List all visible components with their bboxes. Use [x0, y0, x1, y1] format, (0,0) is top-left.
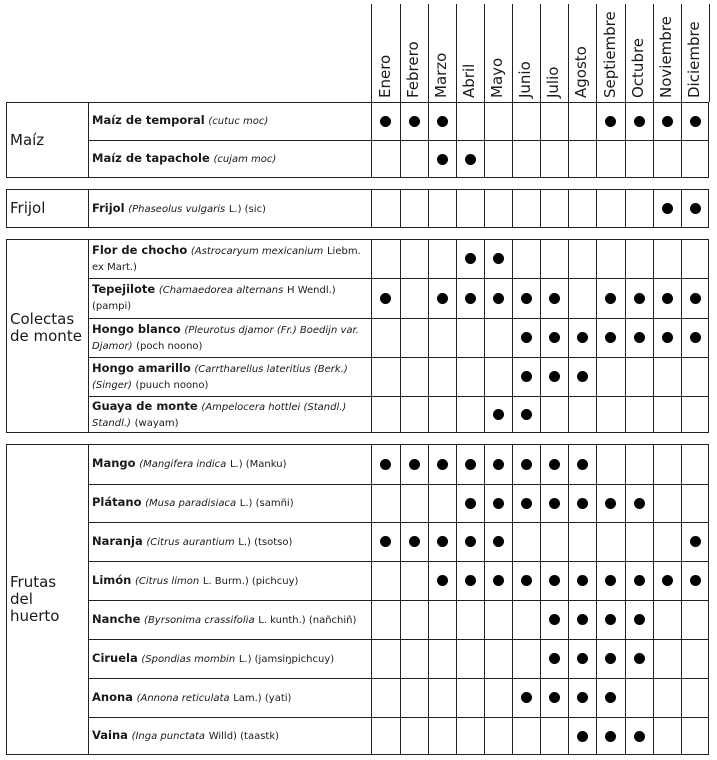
month-label: Noviembre: [657, 16, 675, 98]
availability-dot: [577, 653, 588, 664]
month-label: Octubre: [629, 37, 647, 98]
column-divider: [568, 239, 569, 433]
column-divider: [371, 189, 372, 228]
header-divider: [484, 4, 485, 102]
row-divider: [88, 278, 709, 279]
item-scientific-name: (Musa paradisiaca: [145, 498, 237, 509]
availability-dot: [465, 253, 476, 264]
availability-dot: [521, 692, 532, 703]
availability-dot: [605, 692, 616, 703]
column-divider: [400, 189, 401, 228]
column-divider: [681, 239, 682, 433]
availability-dot: [465, 498, 476, 509]
item-scientific-name: (cujam moc): [213, 154, 277, 165]
item-local-name: H Wendl.) (pampi): [92, 285, 336, 312]
item-scientific-name: (Mangifera indica: [139, 459, 227, 470]
item-label: [92, 495, 367, 511]
month-label: Septiembre: [600, 11, 619, 98]
header-divider: [653, 4, 654, 102]
row-divider: [88, 561, 709, 562]
item-scientific-name: (Astrocaryum mexicanium: [190, 245, 324, 257]
availability-dot: [577, 692, 588, 703]
availability-dot: [662, 293, 673, 304]
item-local-name: L.) (tsotso): [238, 536, 293, 548]
availability-dot: [493, 253, 504, 264]
item-label: [92, 456, 367, 472]
item-scientific-name: (Citrus limon: [135, 575, 200, 587]
header-divider: [456, 4, 457, 102]
item-name: Nanche: [92, 611, 141, 626]
item-scientific-name: (Pleurotus djamor (Fr.) Boedijn var. Djamor): [92, 324, 359, 352]
availability-dot: [690, 116, 701, 127]
item-name: Frijol: [92, 200, 125, 215]
column-divider: [653, 189, 654, 228]
item-scientific-name: (Carrtharellus lateritius (Berk.) (Singer): [92, 363, 348, 391]
item-label: [92, 399, 367, 431]
header-divider: [596, 4, 597, 102]
month-label: Abril: [460, 63, 478, 98]
item-name: Hongo blanco: [92, 321, 181, 336]
item-label: [92, 113, 367, 129]
column-divider: [596, 189, 597, 228]
column-divider: [400, 239, 401, 433]
column-divider: [456, 189, 457, 228]
column-divider: [596, 239, 597, 433]
category-label: Frutas del huerto: [10, 573, 60, 625]
column-divider: [625, 189, 626, 228]
availability-dot: [465, 459, 476, 470]
availability-dot: [409, 536, 420, 547]
availability-dot: [662, 575, 673, 586]
availability-dot: [577, 498, 588, 509]
availability-dot: [380, 459, 391, 470]
item-name: Naranja: [92, 533, 143, 548]
row-divider: [88, 140, 709, 141]
availability-dot: [549, 614, 560, 625]
column-divider: [540, 239, 541, 433]
item-label: [92, 690, 367, 706]
item-name: Limón: [92, 572, 132, 587]
availability-dot: [437, 575, 448, 586]
header-divider: [681, 4, 682, 102]
item-label: [92, 728, 367, 744]
availability-dot: [493, 293, 504, 304]
availability-dot: [577, 614, 588, 625]
item-local-name: (poch noono): [136, 340, 203, 352]
item-local-name: L.) (samñi): [239, 498, 294, 509]
item-label: [92, 201, 367, 217]
row-divider: [88, 396, 709, 397]
column-divider: [568, 189, 569, 228]
availability-dot: [634, 498, 645, 509]
availability-dot: [521, 371, 532, 382]
column-divider: [681, 189, 682, 228]
column-divider: [88, 189, 89, 228]
availability-dot: [493, 536, 504, 547]
item-name: Anona: [92, 689, 133, 704]
availability-dot: [493, 409, 504, 420]
item-name: Vaina: [92, 728, 128, 742]
availability-dot: [521, 575, 532, 586]
month-label: Mayo: [488, 57, 506, 98]
availability-dot: [634, 575, 645, 586]
row-divider: [88, 357, 709, 358]
availability-dot: [605, 614, 616, 625]
availability-dot: [605, 653, 616, 664]
item-label: [92, 151, 367, 167]
availability-dot: [662, 203, 673, 214]
item-name: Hongo amarillo: [92, 360, 191, 375]
availability-dot: [465, 154, 476, 165]
header-divider: [428, 4, 429, 102]
column-divider: [371, 239, 372, 433]
availability-dot: [605, 575, 616, 586]
row-divider: [88, 639, 709, 640]
availability-dot: [380, 536, 391, 547]
availability-dot: [493, 498, 504, 509]
availability-dot: [690, 293, 701, 304]
item-scientific-name: (Ampelocera hottlei (Standl.) Standl.): [92, 401, 347, 429]
availability-dot: [521, 409, 532, 420]
column-divider: [625, 239, 626, 433]
column-divider: [512, 189, 513, 228]
item-name: Tepejilote: [92, 282, 156, 296]
availability-dot: [521, 498, 532, 509]
item-name: Flor de chocho: [92, 242, 188, 257]
row-divider: [88, 522, 709, 523]
category-label: Maíz: [10, 130, 45, 149]
availability-dot: [437, 459, 448, 470]
header-divider: [625, 4, 626, 102]
availability-dot: [549, 459, 560, 470]
item-scientific-name: (Inga punctata: [131, 731, 206, 742]
availability-dot: [605, 116, 616, 127]
month-label: Marzo: [432, 52, 450, 98]
availability-dot: [549, 293, 560, 304]
availability-dot: [634, 614, 645, 625]
availability-dot: [549, 498, 560, 509]
availability-dot: [577, 332, 588, 343]
column-divider: [484, 189, 485, 228]
availability-dot: [521, 332, 532, 343]
availability-dot: [634, 332, 645, 343]
availability-dot: [577, 459, 588, 470]
row-divider: [88, 600, 709, 601]
header-divider: [512, 4, 513, 102]
availability-dot: [690, 536, 701, 547]
category-label: Colectas de monte: [10, 309, 82, 345]
item-local-name: Willd) (taastk): [208, 731, 280, 742]
availability-dot: [493, 459, 504, 470]
item-scientific-name: (Citrus aurantium: [146, 536, 235, 548]
availability-dot: [437, 293, 448, 304]
item-label: [92, 651, 367, 667]
item-label: [92, 243, 367, 275]
availability-dot: [605, 332, 616, 343]
availability-dot: [577, 731, 588, 742]
item-local-name: L.) (sic): [228, 203, 266, 215]
month-label: Febrero: [404, 41, 422, 98]
availability-dot: [465, 293, 476, 304]
column-divider: [428, 189, 429, 228]
item-local-name: Lam.) (yati): [233, 692, 292, 704]
column-divider: [540, 189, 541, 228]
column-divider: [428, 239, 429, 433]
availability-dot: [437, 154, 448, 165]
column-divider: [456, 239, 457, 433]
availability-dot: [380, 293, 391, 304]
availability-dot: [549, 371, 560, 382]
item-local-name: L. Burm.) (pichcuy): [202, 575, 299, 587]
availability-dot: [662, 116, 673, 127]
month-label: Julio: [544, 66, 562, 98]
item-scientific-name: (Chamaedorea alternans: [158, 285, 284, 296]
availability-dot: [437, 116, 448, 127]
row-divider: [88, 678, 709, 679]
item-scientific-name: (Byrsonima crassifolia: [144, 614, 255, 626]
header-divider: [568, 4, 569, 102]
category-label: Frijol: [10, 199, 46, 217]
column-divider: [512, 239, 513, 433]
item-local-name: L.) (Manku): [229, 459, 287, 470]
availability-dot: [437, 536, 448, 547]
availability-dot: [409, 116, 420, 127]
availability-dot: [549, 332, 560, 343]
month-label: Junio: [516, 61, 534, 98]
item-label: [92, 573, 367, 589]
availability-dot: [577, 371, 588, 382]
availability-dot: [521, 293, 532, 304]
item-local-name: L. kunth.) (nañchiñ): [258, 614, 357, 626]
availability-dot: [662, 332, 673, 343]
item-label: [92, 282, 367, 314]
header-divider: [400, 4, 401, 102]
availability-dot: [634, 116, 645, 127]
item-name: Mango: [92, 456, 136, 470]
availability-dot: [690, 332, 701, 343]
item-label: [92, 612, 367, 628]
item-name: Ciruela: [92, 650, 138, 665]
item-scientific-name: (Phaseolus vulgaris: [128, 203, 226, 215]
header-divider: [540, 4, 541, 102]
availability-dot: [605, 498, 616, 509]
row-divider: [88, 318, 709, 319]
availability-dot: [690, 203, 701, 214]
item-label: [92, 534, 367, 550]
item-name: Maíz de temporal: [92, 113, 205, 127]
availability-dot: [634, 731, 645, 742]
item-scientific-name: (Annona reticulata: [136, 692, 230, 704]
availability-dot: [549, 653, 560, 664]
header-divider: [709, 4, 710, 102]
item-local-name: L.) (jamsiŋpichcuy): [238, 653, 335, 665]
item-name: Plátano: [92, 495, 142, 509]
item-scientific-name: (cutuc moc): [208, 116, 269, 127]
availability-dot: [549, 692, 560, 703]
item-local-name: Liebm. ex Mart.): [92, 245, 361, 273]
item-label: [92, 361, 367, 393]
row-divider: [88, 717, 709, 718]
availability-dot: [634, 653, 645, 664]
item-scientific-name: (Spondias mombin: [141, 653, 236, 665]
availability-dot: [521, 459, 532, 470]
availability-dot: [380, 116, 391, 127]
availability-dot: [605, 731, 616, 742]
item-local-name: (wayam): [134, 417, 179, 429]
availability-dot: [690, 575, 701, 586]
availability-dot: [409, 459, 420, 470]
header-divider: [371, 4, 372, 102]
month-label: Enero: [375, 54, 394, 98]
availability-dot: [605, 293, 616, 304]
item-name: Maíz de tapachole: [92, 151, 210, 165]
column-divider: [484, 239, 485, 433]
item-local-name: (puuch noono): [135, 379, 209, 391]
month-label: Diciembre: [685, 21, 703, 98]
availability-dot: [465, 575, 476, 586]
availability-dot: [577, 575, 588, 586]
availability-dot: [465, 536, 476, 547]
column-divider: [88, 239, 89, 433]
row-divider: [88, 484, 709, 485]
availability-dot: [549, 575, 560, 586]
item-label: [92, 322, 367, 354]
item-name: Guaya de monte: [92, 398, 198, 413]
month-label: Agosto: [572, 46, 590, 98]
column-divider: [653, 239, 654, 433]
availability-dot: [493, 575, 504, 586]
availability-dot: [634, 293, 645, 304]
